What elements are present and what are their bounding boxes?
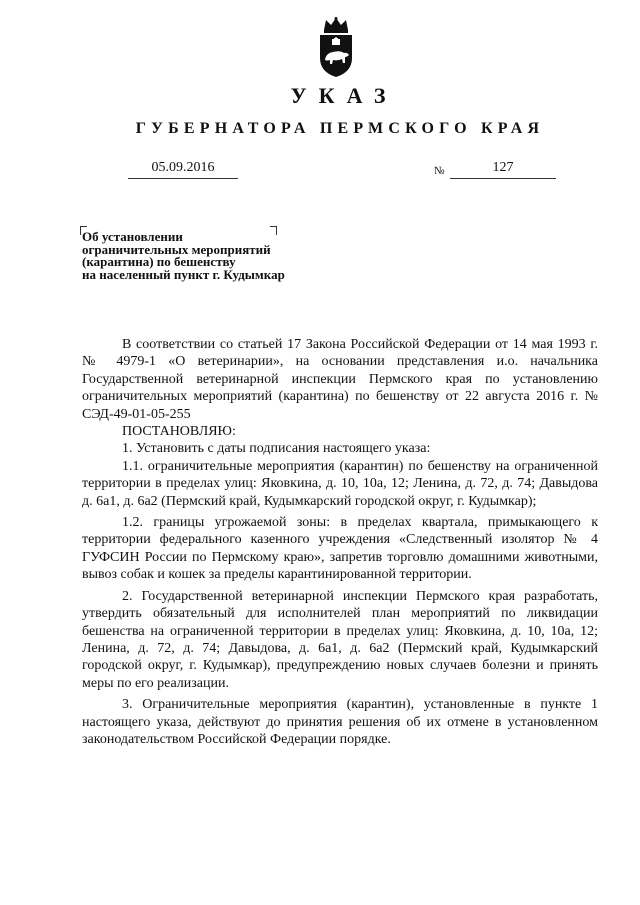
subject-line: Об установлении <box>82 229 183 244</box>
subject-line: (карантина) по бешенству <box>82 254 236 269</box>
intro-paragraph: В соответствии со статьей 17 Закона Российской Федерации от 14 мая 1993 г. № 4979-1 «О ветеринарии», на основании представления и.о. начальника Государственной ветеринарной инспекции Пермского края по установлению ограничительных мероприятий (карантина) по бешенству от 22 августа 2016 г. № СЭД-49-01-05-255 <box>82 337 598 422</box>
subject-line: ограничительных мероприятий <box>82 241 271 257</box>
number-sign: № <box>434 165 445 177</box>
document-date: 05.09.2016 <box>151 160 215 175</box>
coat-of-arms-icon <box>316 16 356 78</box>
item-1-1: 1.1. ограничительные мероприятия (карантин) по бешенству на ограниченной территории в пределах улиц: Яковкина, д. 10, 10а, 12; Ленина, д. 72, д. 74; Давыдова д. 6а1, д. 6а2 (Пермский край, Кудымкарский городской округ, г. Кудымкар); <box>82 458 598 509</box>
item-1-2: 1.2. границы угрожаемой зоны: в пределах квартала, примыкающего к территории федерального казенного учреждения «Следственный изолятор № 4 ГУФСИН России по Пермскому краю», запретив торговлю домашними животными, вывоз собак и кошек за пределы карантинированной территории. <box>82 515 598 583</box>
item-1: 1. Установить с даты подписания настоящего указа: <box>122 441 431 457</box>
document-subject <box>82 231 382 281</box>
document-subtitle: ГУБЕРНАТОРА ПЕРМСКОГО КРАЯ <box>135 120 545 137</box>
document-body <box>82 336 598 748</box>
date-underline <box>128 178 238 179</box>
document-title: УКАЗ <box>290 83 398 108</box>
document-number: 127 <box>492 160 514 175</box>
item-2: 2. Государственной ветеринарной инспекции Пермского края разработать, утвердить обязательный для исполнителей план мероприятий по ликвидации бешенства на ограниченной территории в пределах улиц: Яковкина, д. 10, 10а, 12; Ленина, д. 72, д. 74; Давыдова, д. 6а1, д. 6а2 (Пермский край, Кудымкарский городской округ, г. Кудымкар), предупреждению новых случаев болезни и принять меры по его реализации. <box>82 588 598 691</box>
subject-line: на населенный пункт г. Кудымкар <box>82 266 285 282</box>
item-3: 3. Ограничительные мероприятия (карантин), установленные в пункте 1 настоящего указа, действуют до принятия решения об их отмене в установленном законодательством Российской Федерации порядке. <box>82 697 598 747</box>
number-underline <box>450 178 556 179</box>
decree-word: ПОСТАНОВЛЯЮ: <box>122 424 236 440</box>
